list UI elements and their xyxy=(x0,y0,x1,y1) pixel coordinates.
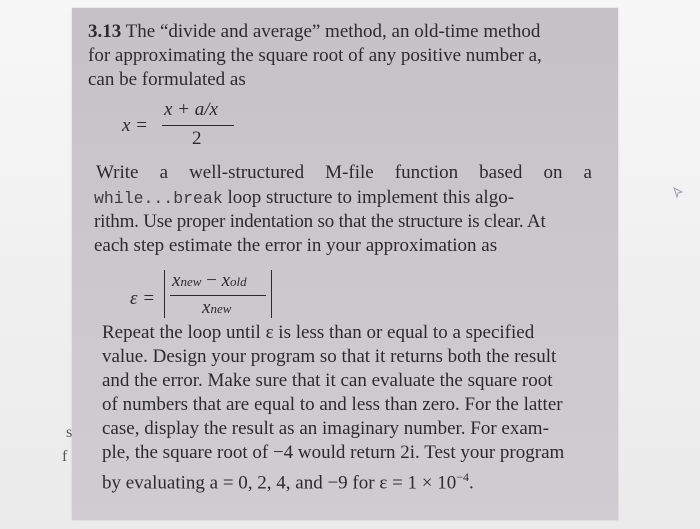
para3-line-2: value. Design your program so that it returns both the result xyxy=(102,346,557,367)
para2-line-2 xyxy=(94,186,514,211)
word: a xyxy=(159,162,168,183)
para3-line-3: and the error. Make sure that it can evaluate the square root xyxy=(102,370,553,391)
word: M-file xyxy=(325,162,374,183)
den-x: x xyxy=(202,297,211,318)
para2-line-3: rithm. Use proper indentation so that the structure is clear. At xyxy=(94,211,546,232)
exponent: −4 xyxy=(456,470,470,484)
para3-line-4: of numbers that are equal to and less than zero. For the latter xyxy=(102,394,563,415)
problem-number: 3.13 xyxy=(88,21,122,42)
para3-line-7-text: by evaluating a = 0, 2, 4, and −9 for ε = 1 × 10 xyxy=(102,472,457,494)
margin-letter-s: s xyxy=(66,424,73,441)
formula2-numerator xyxy=(172,270,247,292)
sub-old: old xyxy=(230,274,247,289)
para2-line-1 xyxy=(96,161,592,185)
formula1-numerator: x + a/x xyxy=(164,99,218,120)
problem-line-1 xyxy=(88,20,540,44)
word: well-structured xyxy=(189,162,305,183)
formula2-abs-bar-left xyxy=(164,270,165,318)
cursor-arrow-icon xyxy=(672,186,684,198)
num-x-new: x xyxy=(172,270,181,291)
formula2-lhs: ε = xyxy=(130,288,156,309)
formula1-denominator: 2 xyxy=(192,128,202,149)
minus-sign: − xyxy=(206,270,217,291)
problem-line-1-text: The “divide and average” method, an old-time method xyxy=(125,21,541,42)
word: a xyxy=(583,162,592,183)
formula1-lhs: x = xyxy=(122,115,149,136)
problem-line-2: for approximating the square root of any positive number a, xyxy=(88,45,542,66)
formula2-denominator xyxy=(202,297,231,319)
sub-new: new xyxy=(210,301,232,316)
problem-line-3: can be formulated as xyxy=(88,69,246,90)
para3-line-7 xyxy=(102,465,474,495)
para3-line-1: Repeat the loop until ε is less than or equal to a specified xyxy=(102,322,535,343)
word: Write xyxy=(96,162,139,183)
period: . xyxy=(469,472,474,494)
formula2-abs-bar-right xyxy=(271,270,272,318)
word: on xyxy=(543,162,563,183)
para3-line-5: case, display the result as an imaginary number. For exam- xyxy=(102,418,549,439)
textbook-page xyxy=(72,8,618,520)
sub-new: new xyxy=(180,274,202,289)
margin-letter-f: f xyxy=(62,448,68,465)
word: function xyxy=(394,162,459,183)
para2-line-2-rest: loop structure to implement this algo- xyxy=(227,187,515,208)
formula2-fraction-bar xyxy=(170,295,266,296)
code-while-break: while...break xyxy=(94,189,223,208)
word: based xyxy=(479,162,523,183)
num-x-old: x xyxy=(221,270,231,291)
para3-line-6: ple, the square root of −4 would return 2i. Test your program xyxy=(102,442,565,463)
formula1-fraction-bar xyxy=(162,125,234,126)
para2-line-4: each step estimate the error in your approximation as xyxy=(94,235,498,256)
